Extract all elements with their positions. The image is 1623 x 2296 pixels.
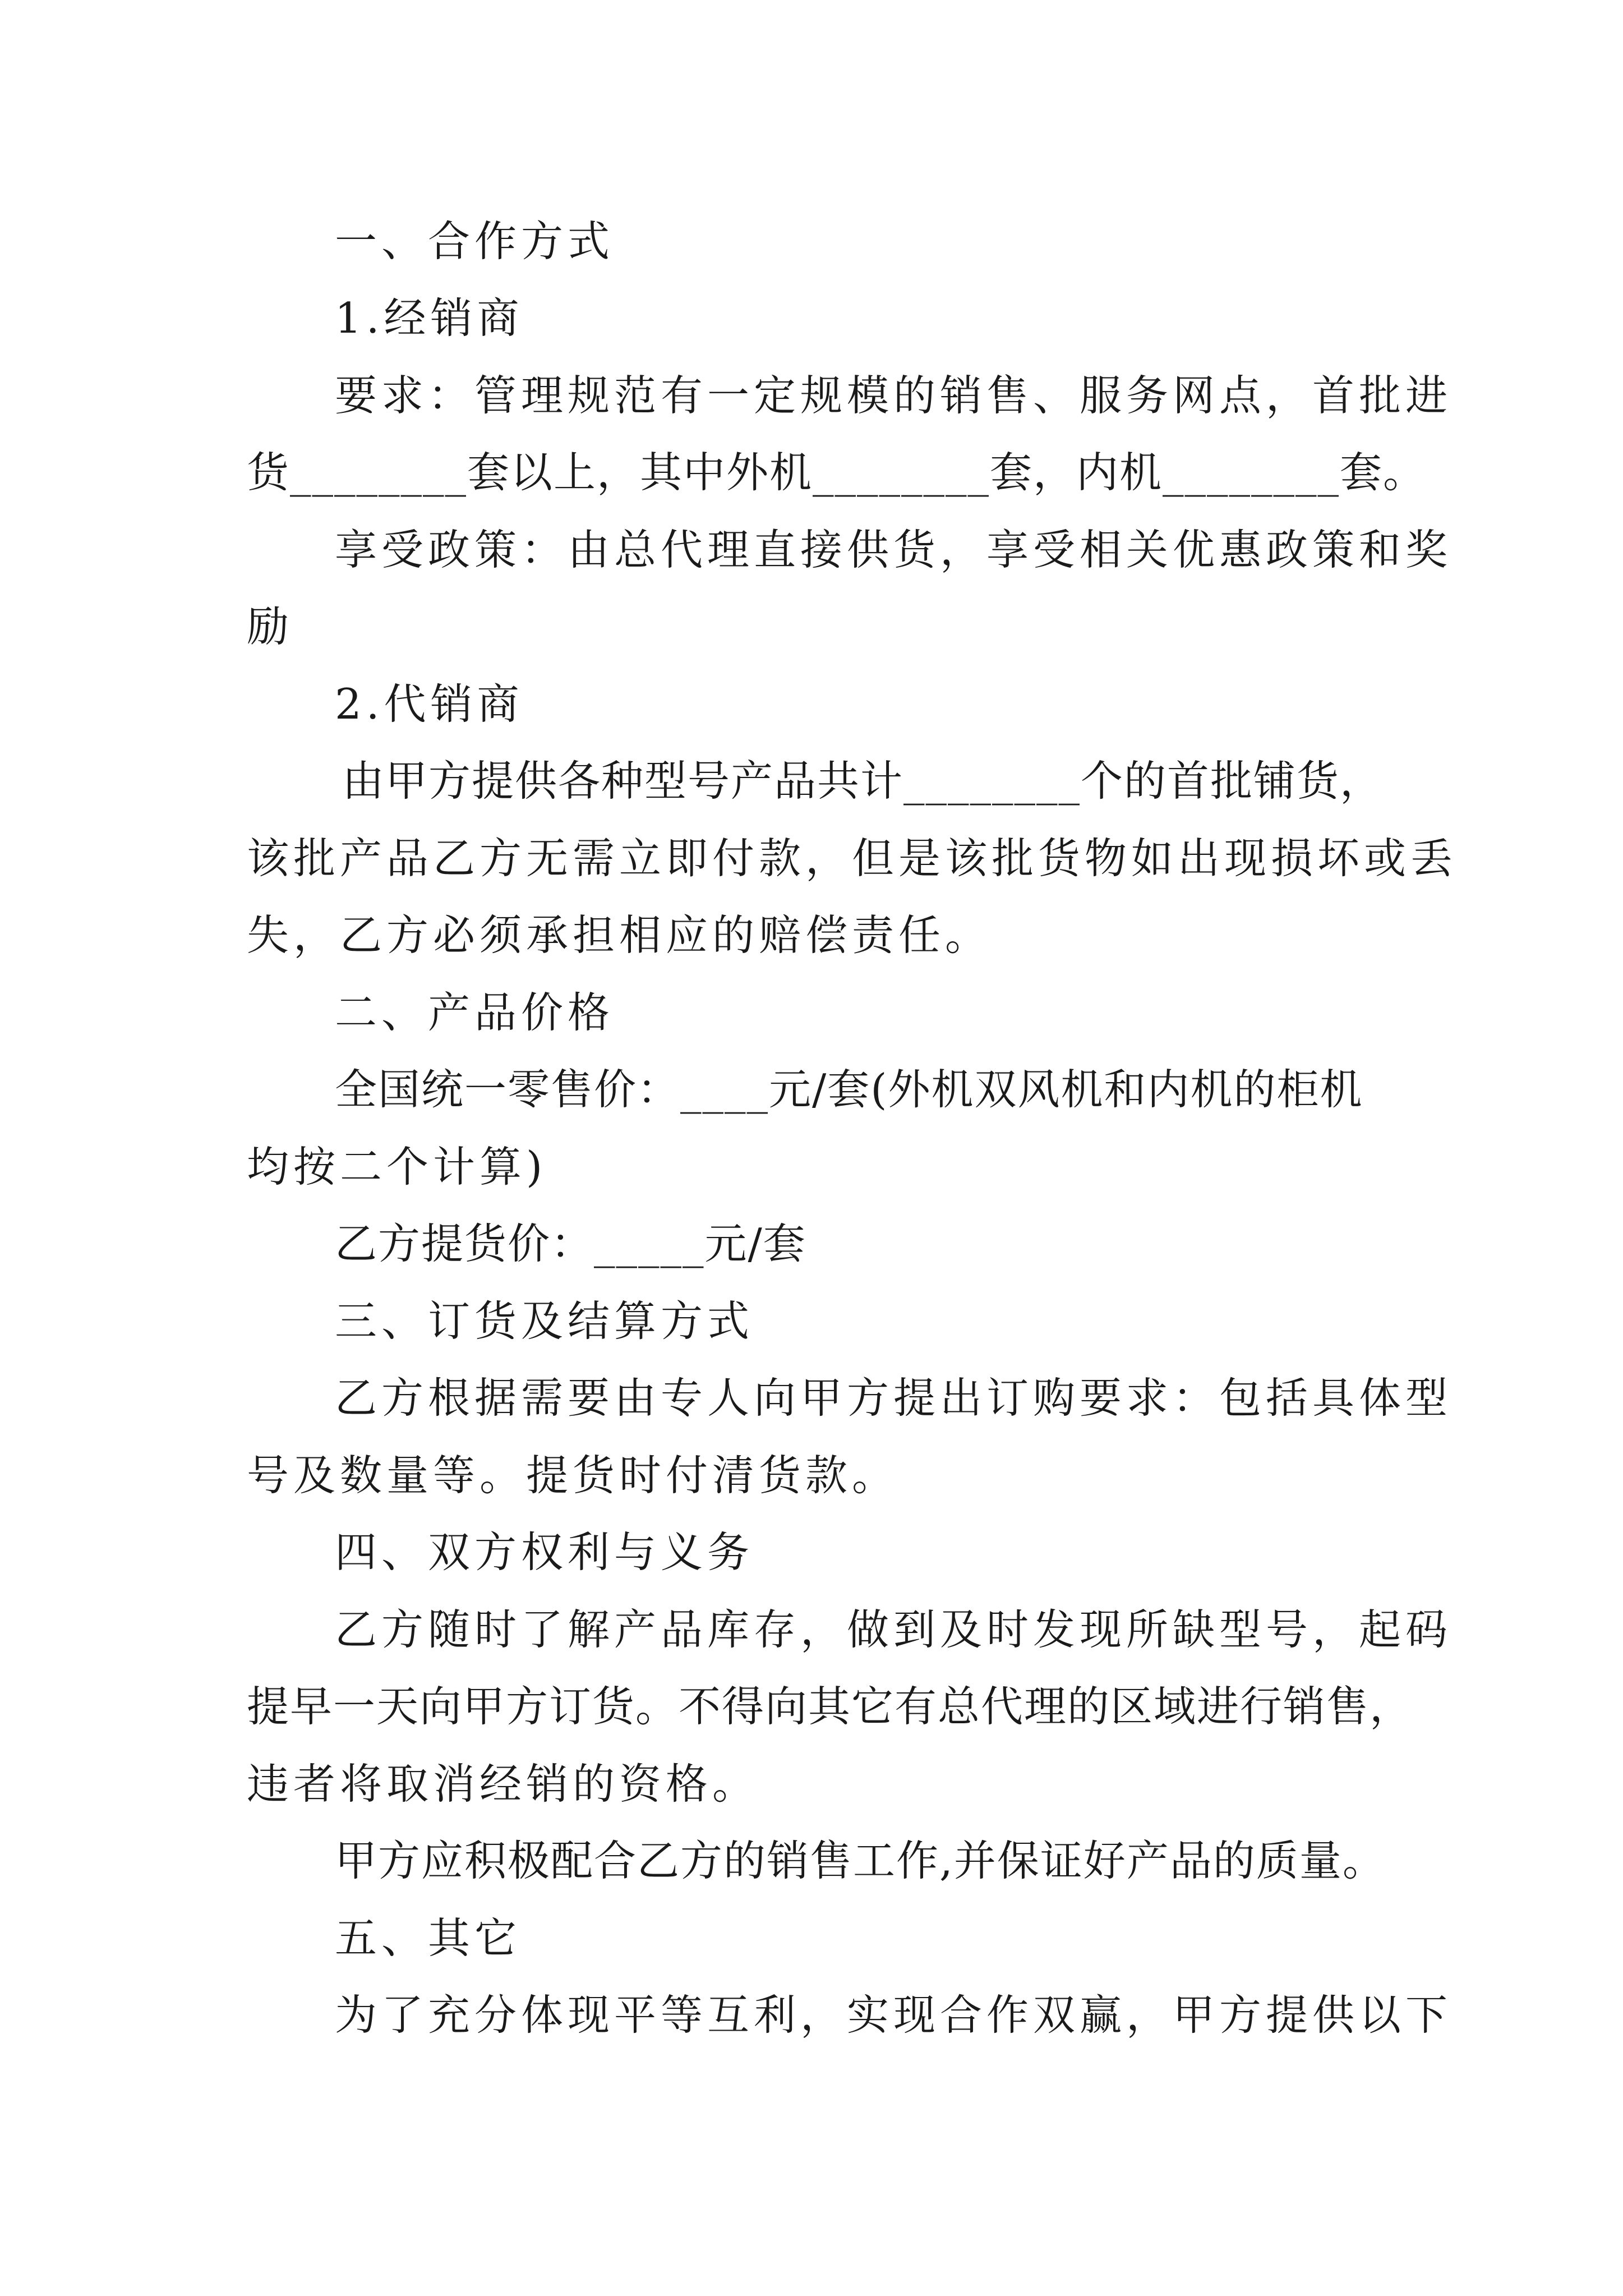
paragraph-line: 励 <box>247 602 294 651</box>
paragraph-line: 全国统一零售价：____元/套(外机双风机和内机的柜机 <box>335 1065 1363 1114</box>
paragraph-line: 要求：管理规范有一定规模的销售、服务网点，首批进 <box>335 371 1453 420</box>
section-heading-ordering: 三、订货及结算方式 <box>335 1296 754 1346</box>
paragraph-line: 为了充分体现平等互利，实现合作双赢，甲方提供以下 <box>335 1990 1453 2040</box>
paragraph-line: 该批产品乙方无需立即付款，但是该批货物如出现损坏或丢 <box>247 834 1458 883</box>
section-heading-other: 五、其它 <box>335 1913 522 1963</box>
paragraph-line: 乙方随时了解产品库存，做到及时发现所缺型号，起码 <box>335 1605 1453 1654</box>
section-heading-cooperation: 一、合作方式 <box>335 217 615 266</box>
paragraph-line: 享受政策：由总代理直接供货，享受相关优惠政策和奖 <box>335 525 1453 574</box>
paragraph-line: 货________套以上，其中外机________套，内机________套。 <box>247 448 1427 497</box>
paragraph-line: 失，乙方必须承担相应的赔偿责任。 <box>247 910 992 960</box>
section-heading-rights: 四、双方权利与义务 <box>335 1527 754 1577</box>
paragraph-line: 甲方应积极配合乙方的销售工作,并保证好产品的质量。 <box>335 1836 1386 1885</box>
paragraph-line: 乙方提货价：_____元/套 <box>335 1219 806 1268</box>
paragraph-line: 乙方根据需要由专人向甲方提出订购要求：包括具体型 <box>335 1373 1453 1423</box>
paragraph-line: 号及数量等。提货时付清货款。 <box>247 1451 899 1500</box>
subheading-distributor: 1.经销商 <box>335 293 524 343</box>
paragraph-line: 违者将取消经销的资格。 <box>247 1759 759 1809</box>
subheading-consignee: 2.代销商 <box>335 679 524 729</box>
paragraph-line: 由甲方提供各种型号产品共计________个的首批铺货， <box>342 756 1384 806</box>
paragraph-line: 提早一天向甲方订货。不得向其它有总代理的区域进行销售， <box>247 1682 1413 1731</box>
section-heading-price: 二、产品价格 <box>335 988 615 1037</box>
paragraph-line: 均按二个计算) <box>247 1142 547 1191</box>
